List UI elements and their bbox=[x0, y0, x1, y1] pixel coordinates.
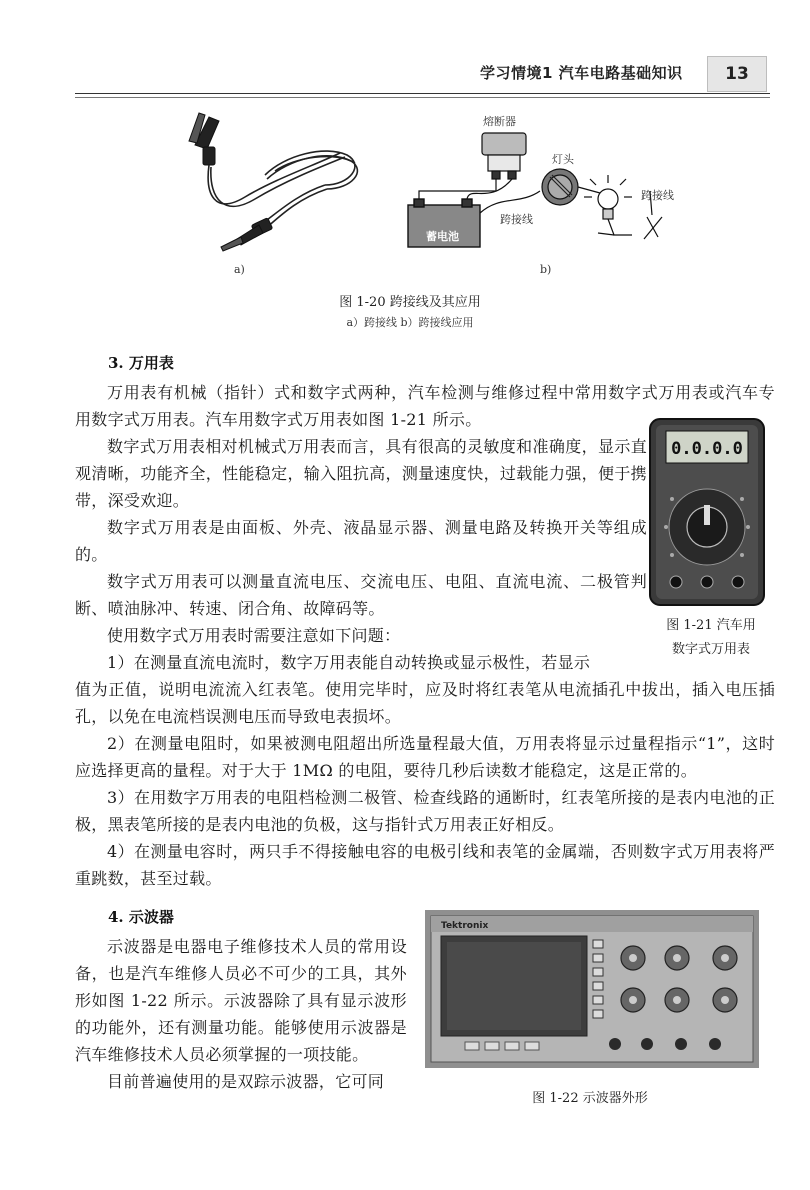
jumper-cable-illustration bbox=[175, 105, 375, 265]
section-3-paragraph-5: 使用数字式万用表时需要注意如下问题： bbox=[107, 626, 401, 645]
section-3-paragraph-1: 万用表有机械（指针）式和数字式两种，汽车检测与维修过程中常用数字式万用表或汽车专用数字式万用表。汽车用数字式万用表如图 1-21 所示。 bbox=[75, 383, 775, 429]
section-3-paragraph-2: 数字式万用表相对机械式万用表而言，具有很高的灵敏度和准确度，显示直观清晰，功能齐全，性能稳定，输入阻抗高，测量速度快，过载能力强，便于携带，深受欢迎。 bbox=[75, 437, 647, 510]
section-4-left-column bbox=[75, 933, 407, 1095]
figure-1-20 bbox=[150, 105, 690, 285]
section-4-heading: 4. 示波器 bbox=[108, 908, 174, 926]
section-3-paragraph-6b: 值为正值，说明电流流入红表笔。使用完毕时，应及时将红表笔从电流插孔中拔出，插入电压插孔，以免在电流档误测电压而导致电表损坏。 bbox=[75, 680, 775, 726]
oscilloscope-photo bbox=[425, 910, 759, 1068]
figure-1-20-label-b: b) bbox=[540, 263, 552, 276]
oscilloscope-brand: Tektronix bbox=[441, 921, 489, 931]
section-3-paragraph-8: 3）在用数字万用表的电阻档检测二极管、检查线路的通断时，红表笔所接的是表内电池的正极，黑表笔所接的是表内电池的负极，这与指针式万用表正好相反。 bbox=[75, 788, 775, 834]
figure-1-22-caption: 图 1-22 示波器外形 bbox=[532, 1091, 648, 1106]
section-4-paragraph-2: 目前普遍使用的是双踪示波器，它可同 bbox=[107, 1072, 385, 1091]
label-jumper-top: 跨接线 bbox=[641, 189, 674, 202]
section-3-left-column bbox=[75, 433, 647, 676]
running-title: 学习情境1 汽车电路基础知识 bbox=[480, 64, 683, 82]
multimeter-photo bbox=[648, 417, 766, 607]
label-fuse: 熔断器 bbox=[483, 115, 516, 128]
section-3-continued bbox=[75, 676, 775, 892]
figure-1-21-caption bbox=[646, 614, 776, 662]
section-4-paragraph-1: 示波器是电器电子维修技术人员的常用设备，也是汽车维修人员必不可少的工具，其外形如图 1-22 所示。示波器除了具有显示波形的功能外，还有测量功能。能够使用示波器是汽车维修技术人员必须掌握的一项技能。 bbox=[75, 937, 407, 1064]
section-3-paragraph-7: 2）在测量电阻时，如果被测电阻超出所选量程最大值，万用表将显示过量程指示“1”，这时应选择更高的量程。对于大于 1MΩ 的电阻，要待几秒后读数才能稳定，这是正常的。 bbox=[75, 734, 775, 780]
section-3-paragraph-6a: 1）在测量直流电流时，数字万用表能自动转换或显示极性，若显示 bbox=[107, 653, 591, 672]
label-battery: 蓄电池 bbox=[426, 230, 459, 243]
header-rule-thin bbox=[75, 97, 770, 98]
section-3-paragraph-4: 数字式万用表可以测量直流电压、交流电压、电阻、直流电流、二极管判断、喷油脉冲、转速、闭合角、故障码等。 bbox=[75, 572, 647, 618]
section-3-heading: 3. 万用表 bbox=[108, 354, 174, 372]
section-3-paragraph-3: 数字式万用表是由面板、外壳、液晶显示器、测量电路及转换开关等组成的。 bbox=[75, 518, 647, 564]
section-3-paragraph-9: 4）在测量电容时，两只手不得接触电容的电极引线和表笔的金属端，否则数字式万用表将严重跳数，甚至过载。 bbox=[75, 842, 775, 888]
page-number: 13 bbox=[707, 56, 767, 92]
multimeter-display: 0.0.0.0 bbox=[671, 439, 743, 459]
header-rule bbox=[75, 93, 770, 94]
figure-1-20-subcaption: a）跨接线 b）跨接线应用 bbox=[346, 316, 474, 329]
label-jumper-mid: 跨接线 bbox=[500, 213, 533, 226]
figure-1-20-label-a: a) bbox=[234, 263, 245, 276]
figure-1-20-caption: 图 1-20 跨接线及其应用 bbox=[339, 295, 481, 310]
figure-1-21-caption-line1: 图 1-21 汽车用 bbox=[666, 618, 756, 633]
label-lamp-socket: 灯头 bbox=[552, 153, 574, 166]
figure-1-21-caption-line2: 数字式万用表 bbox=[671, 642, 750, 657]
